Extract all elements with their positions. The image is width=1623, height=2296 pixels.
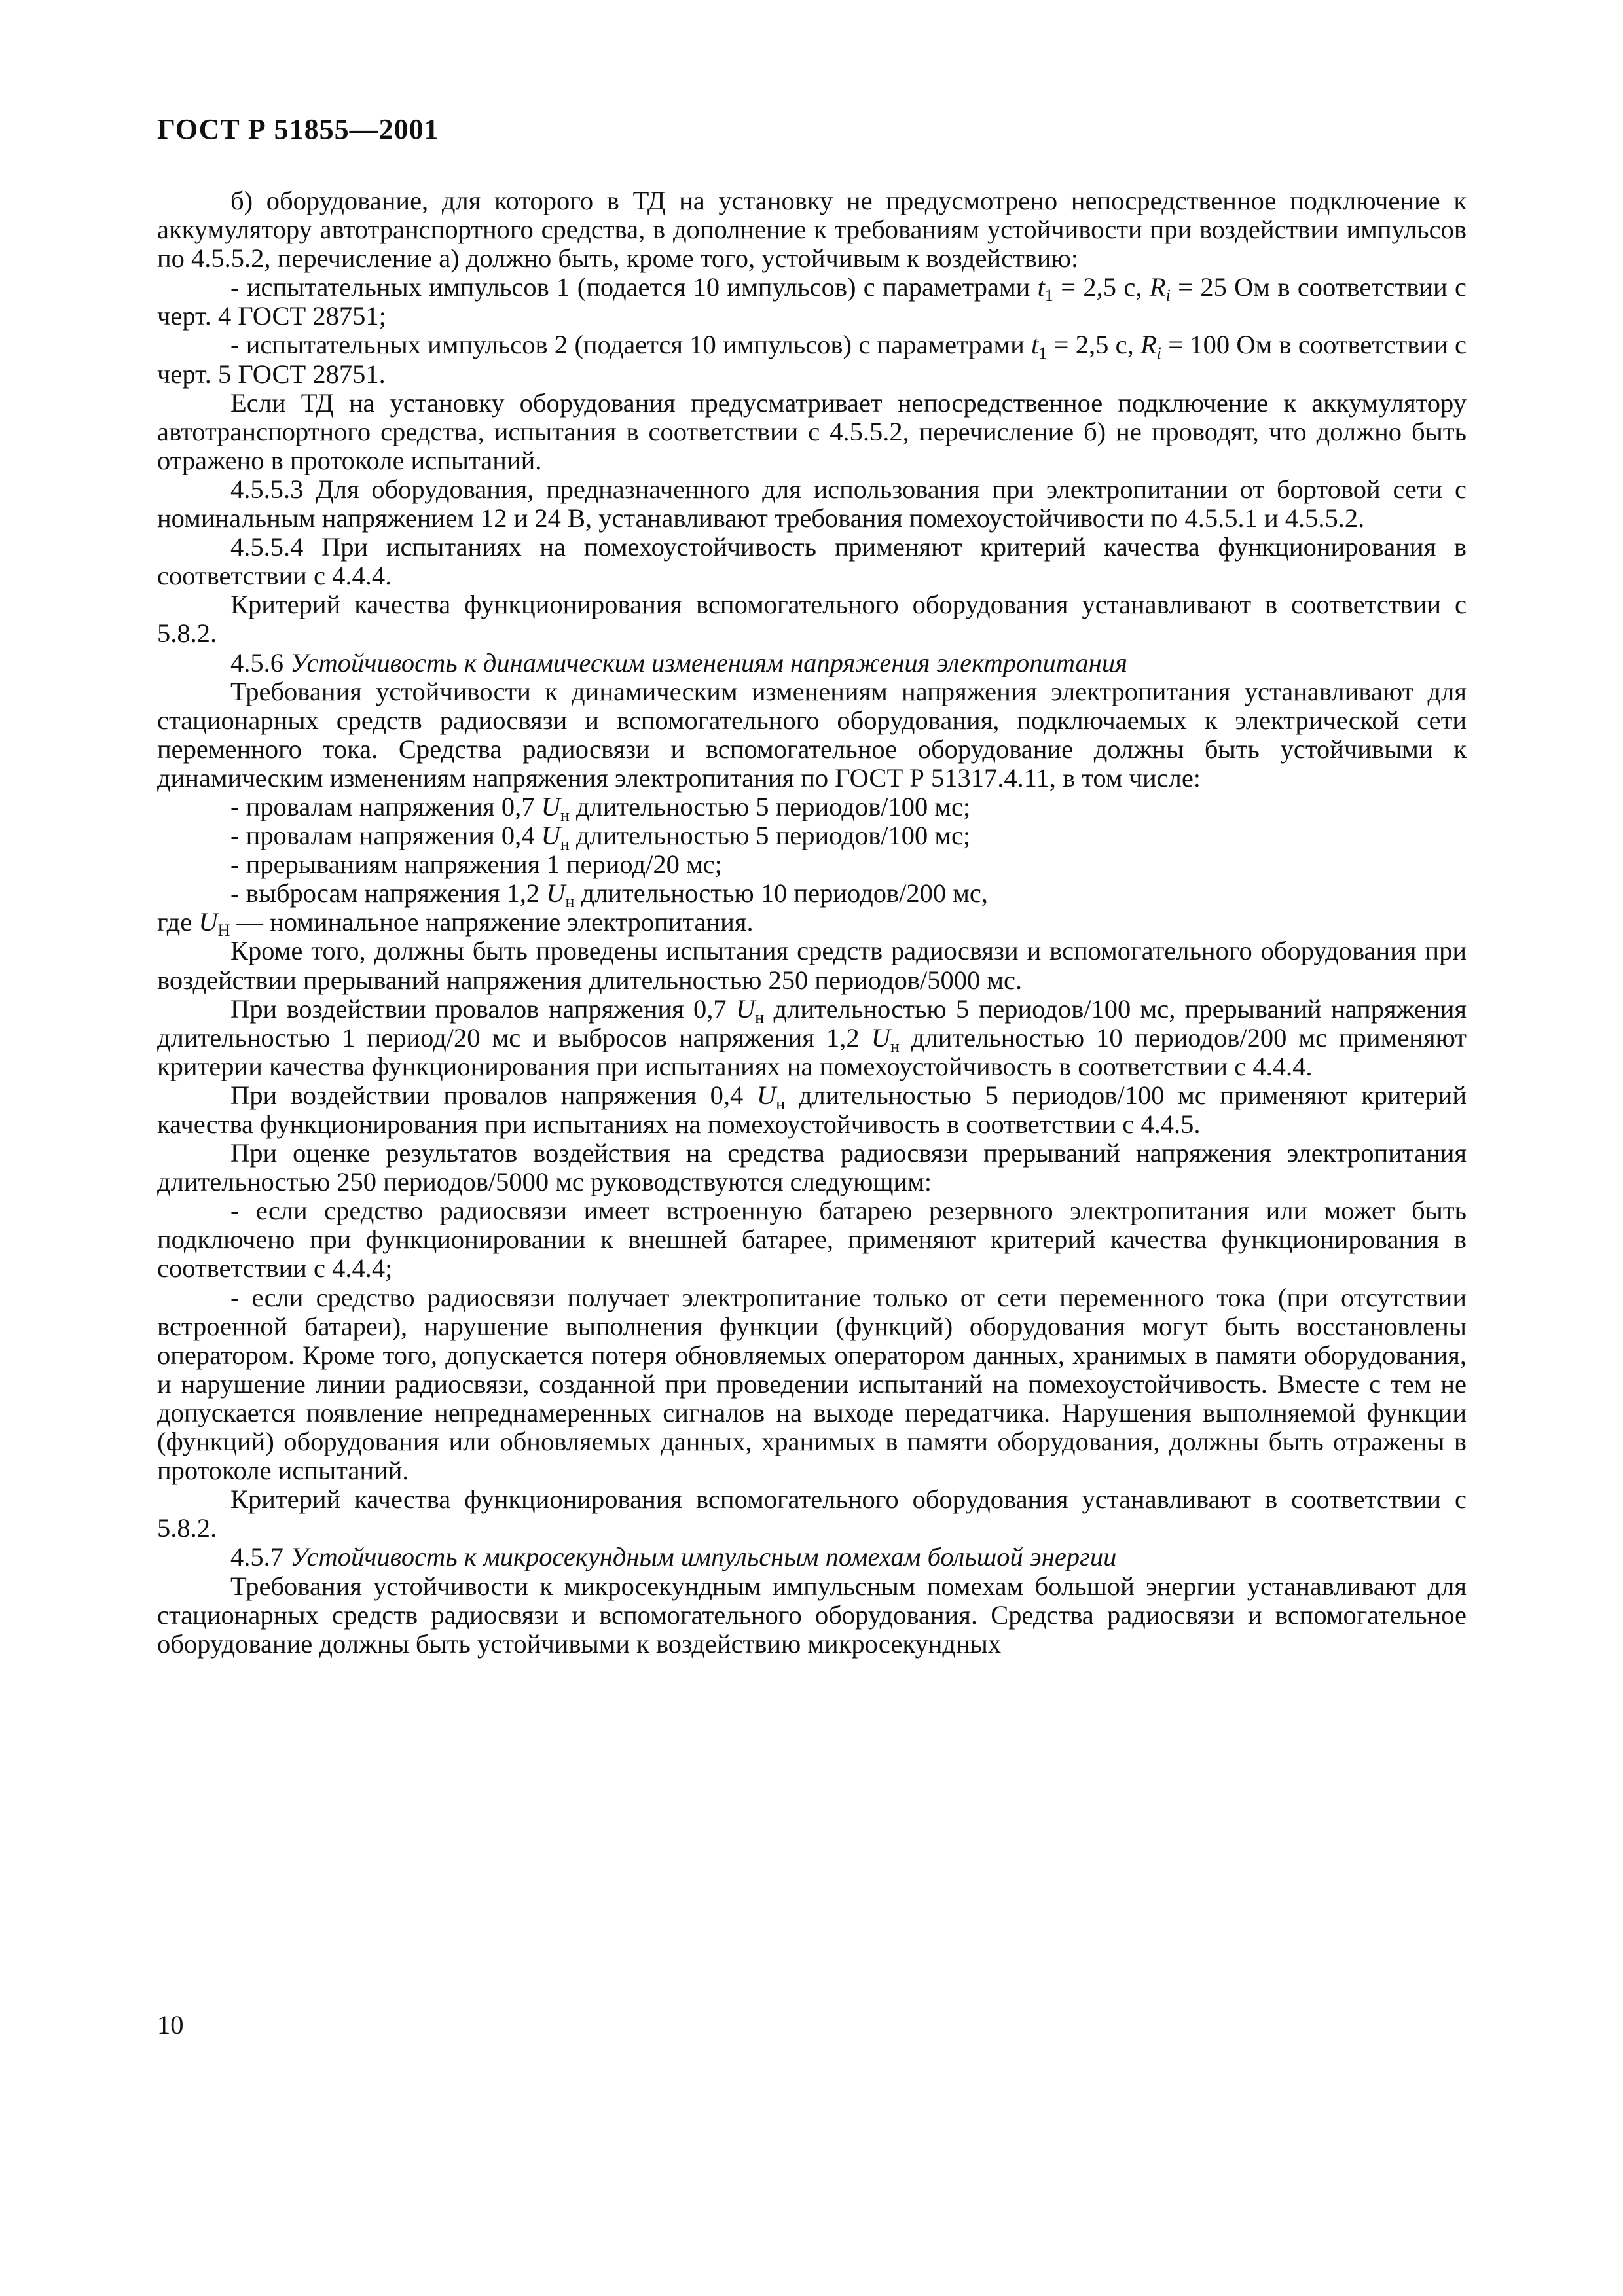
paragraph: При воздействии провалов напряжения 0,7 $U_н$ длительностью 5 периодов/100 мс, прерываний напряжения длительностью 1 период/20 мс и выбросов напряжения 1,2 $U_н$ длительностью 10 периодов/200 мс применяют критерии качества функционирования при испытаниях на помехоустойчивость в соответствии с 4.4.4. bbox=[157, 994, 1467, 1081]
section-heading-4-5-7: 4.5.7 Устойчивость к микросекундным импульсным помехам большой энергии bbox=[230, 1542, 1117, 1572]
document-header: ГОСТ Р 51855—2001 bbox=[157, 113, 439, 145]
paragraph: 4.5.5.3 Для оборудования, предназначенного для использования при электропитании от бортовой сети с номинальным напряжением 12 и 24 В, устанавливают требования помехоустойчивости по 4.5.5.1 и 4.5.5.2. bbox=[157, 474, 1467, 533]
paragraph: Кроме того, должны быть проведены испытания средств радиосвязи и вспомогательного оборудования при воздействии прерываний напряжения длительностью 250 периодов/5000 мс. bbox=[157, 936, 1467, 995]
definition-line: где $U_Н$ — номинальное напряжение электропитания. bbox=[157, 907, 754, 941]
section-heading-4-5-6: 4.5.6 Устойчивость к динамическим изменениям напряжения электропитания bbox=[230, 647, 1127, 677]
list-item: - провалам напряжения 0,4 $U_н$ длительностью 5 периодов/100 мс; bbox=[230, 821, 971, 854]
list-item: - испытательных импульсов 1 (подается 10 импульсов) с параметрами $t_1 = 2,5$ с, $R_i = 25$ Ом в соответствии с черт. 4 ГОСТ 28751; bbox=[157, 272, 1467, 331]
list-item: - прерываниям напряжения 1 период/20 мс; bbox=[230, 850, 722, 880]
paragraph: Требования устойчивости к микросекундным импульсным помехам большой энергии устанавливают для стационарных средств радиосвязи и вспомогательного оборудования. Средства радиосвязи и вспомогательное оборудование должны быть устойчивыми к воздействию микросекундных bbox=[157, 1571, 1467, 1659]
paragraph: При оценке результатов воздействия на средства радиосвязи прерываний напряжения электропитания длительностью 250 периодов/5000 мс руководствуются следующим: bbox=[157, 1138, 1467, 1197]
list-item: - выбросам напряжения 1,2 $U_н$ длительностью 10 периодов/200 мс, bbox=[230, 878, 988, 912]
paragraph: При воздействии провалов напряжения 0,4 $U_н$ длительностью 5 периодов/100 мс применяют критерий качества функционирования при испытаниях на помехоустойчивость в соответствии с 4.4.5. bbox=[157, 1080, 1467, 1139]
list-item: - если средство радиосвязи получает электропитание только от сети переменного тока (при отсутствии встроенной батареи), нарушение выполнения функции (функций) оборудования могут быть восстановлены оператором. Кроме того, допускается потеря обновляемых оператором данных, хранимых в памяти оборудования, и нарушение линии радиосвязи, созданной при проведении испытаний на помехоустойчивость. Вместе с тем не допускается появление непреднамеренных сигналов на выходе передатчика. Нарушения выполняемой функции (функций) оборудования или обновляемых данных, хранимых в памяти оборудования, должны быть отражены в протоколе испытаний. bbox=[157, 1282, 1467, 1486]
list-item: - провалам напряжения 0,7 $U_н$ длительностью 5 периодов/100 мс; bbox=[230, 791, 971, 825]
list-item: - если средство радиосвязи имеет встроенную батарею резервного электропитания или может быть подключено при функционировании к внешней батарее, применяют критерий качества функционирования в соответствии с 4.4.4; bbox=[157, 1196, 1467, 1283]
paragraph: Если ТД на установку оборудования предусматривает непосредственное подключение к аккумулятору автотранспортного средства, испытания в соответствии с 4.5.5.2, перечисление б) не проводят, что должно быть отражено в протоколе испытаний. bbox=[157, 387, 1467, 475]
page-number: 10 bbox=[157, 2010, 184, 2039]
paragraph: 4.5.5.4 При испытаниях на помехоустойчивость применяют критерий качества функционирования в соответствии с 4.4.4. bbox=[157, 532, 1467, 591]
paragraph: б) оборудование, для которого в ТД на установку не предусмотрено непосредственное подключение к аккумулятору автотранспортного средства, в дополнение к требованиям устойчивости при воздействии импульсов по 4.5.5.2, перечисление а) должно быть, кроме того, устойчивым к воздействию: bbox=[157, 186, 1467, 274]
paragraph: Критерий качества функционирования вспомогательного оборудования устанавливают в соответствии с 5.8.2. bbox=[157, 1484, 1467, 1543]
list-item: - испытательных импульсов 2 (подается 10 импульсов) с параметрами $t_1 = 2,5$ с, $R_i = 100$ Ом в соответствии с черт. 5 ГОСТ 28751. bbox=[157, 330, 1467, 389]
document-body bbox=[157, 187, 1467, 1659]
paragraph: Требования устойчивости к динамическим изменениям напряжения электропитания устанавливают для стационарных средств радиосвязи и вспомогательного оборудования, подключаемых к электрической сети переменного тока. Средства радиосвязи и вспомогательное оборудование должны быть устойчивыми к динамическим изменениям напряжения электропитания по ГОСТ Р 51317.4.11, в том числе: bbox=[157, 676, 1467, 793]
paragraph: Критерий качества функционирования вспомогательного оборудования устанавливают в соответствии с 5.8.2. bbox=[157, 590, 1467, 649]
